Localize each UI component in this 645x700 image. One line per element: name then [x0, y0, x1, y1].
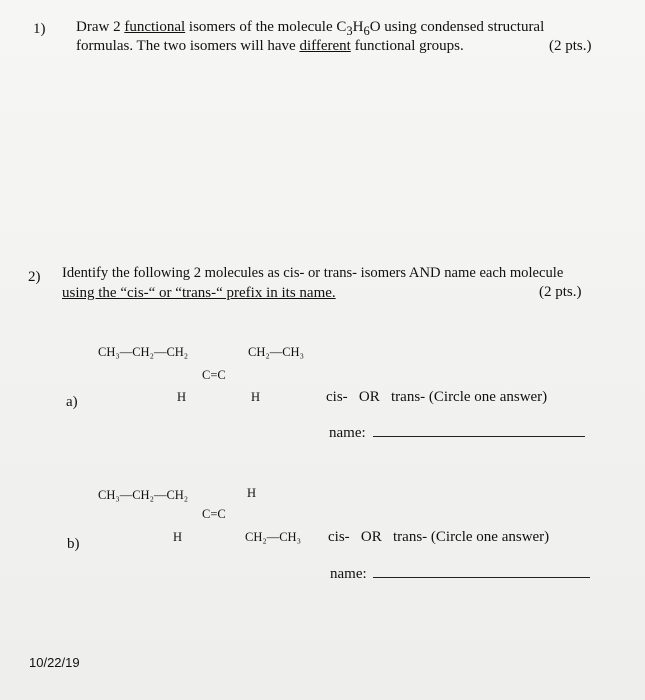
q1-line1: Draw 2 functional isomers of the molecule $C_3H_6O$ using condensed structural [76, 19, 545, 38]
mol-b-name-label: name: [330, 566, 367, 582]
mol-a-cis-trans-choice[interactable]: cis- OR trans- (Circle one answer) [326, 389, 548, 405]
mol-a-bottom-right: H [251, 390, 261, 404]
mol-a-name-label: name: [329, 425, 366, 441]
date-stamp: 10/22/19 [29, 655, 80, 670]
q1-number: 1) [33, 21, 46, 37]
q2-number: 2) [28, 269, 41, 285]
q2-line1: Identify the following 2 molecules as cis- or trans- isomers AND name each molecule [62, 265, 564, 281]
mol-b-top-right: H [247, 486, 257, 500]
q1-points: (2 pts.) [549, 38, 592, 54]
mol-a-double-bond: C=C [202, 368, 226, 382]
q1-line2: formulas. The two isomers will have different functional groups. [76, 38, 464, 54]
q1-functional-underlined: functional [124, 19, 186, 35]
mol-a-bottom-left: H [177, 390, 187, 404]
mol-b-double-bond: C=C [202, 507, 226, 521]
mol-a-top-right: CH₂—CH₃ [248, 345, 304, 359]
mol-a-name-blank[interactable] [373, 436, 585, 437]
q2-line2: using the “cis-“ or “trans-“ prefix in its name. [62, 285, 336, 301]
q2-points: (2 pts.) [539, 284, 582, 300]
mol-b-label: b) [67, 536, 80, 552]
mol-b-bottom-left: H [173, 530, 183, 544]
mol-b-top-left: CH₃—CH₂—CH₂ [98, 488, 189, 502]
mol-a-top-left: CH₃—CH₂—CH₂ [98, 345, 189, 359]
q1-different-underlined: different [299, 38, 351, 54]
mol-b-bottom-right: CH₂—CH₃ [245, 530, 301, 544]
mol-b-name-blank[interactable] [373, 577, 590, 578]
mol-b-cis-trans-choice[interactable]: cis- OR trans- (Circle one answer) [328, 529, 550, 545]
mol-a-label: a) [66, 394, 78, 410]
